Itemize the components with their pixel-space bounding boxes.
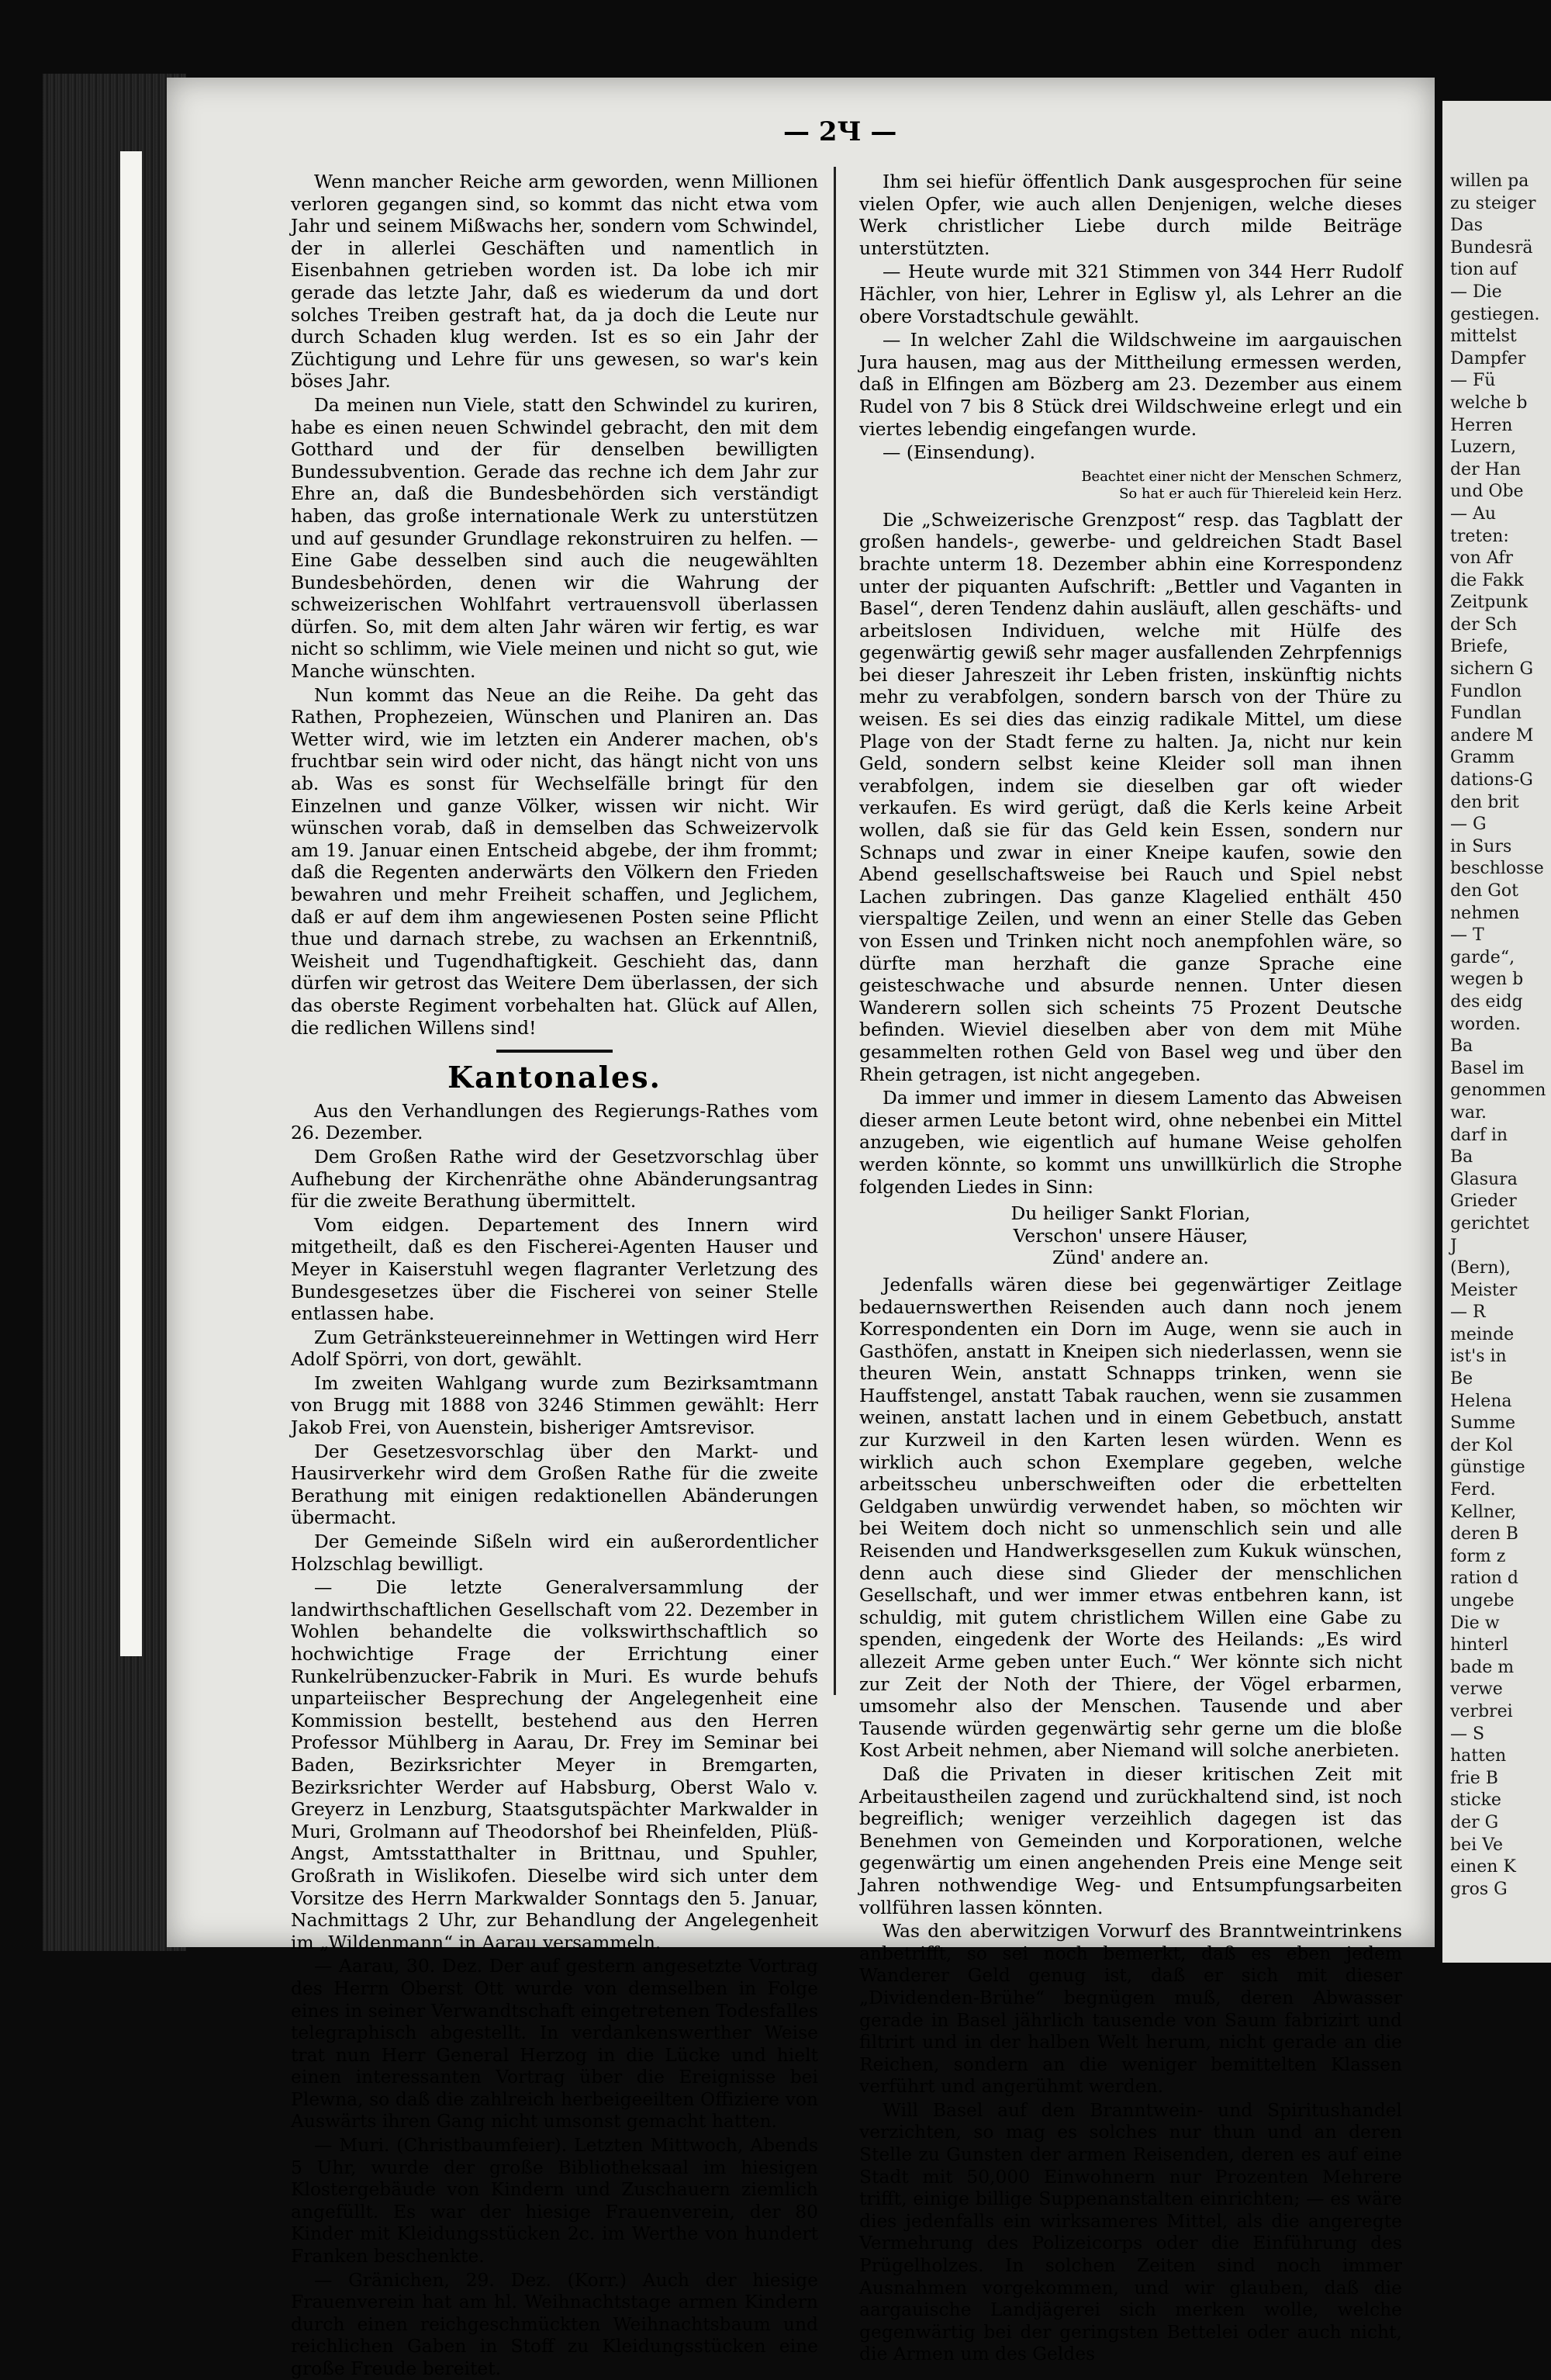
fragment-line: Kellner, <box>1450 1502 1517 1522</box>
fragment-line: gestiegen. <box>1450 304 1540 324</box>
paragraph: Da immer und immer in diesem Lamento das Abweisen dieser armen Leute betont wird, ohne nebenbei ein Mittel anzugeben, wie eigentlich auf humane Weise geholfen werden könnte, so kommt uns unwillkürlich die Strophe folgenden Liedes in Sinn: <box>859 1087 1402 1198</box>
fragment-line: Bundesrä <box>1450 237 1533 258</box>
verse-line: Zünd' andere an. <box>1052 1247 1209 1269</box>
fragment-line: Zeitpunk <box>1450 593 1528 613</box>
section-title: Kantonales. <box>447 1060 662 1095</box>
paragraph: Will Basel auf den Branntwein- und Spiritushandel verzichten, so mag es solches nur thun und an deren Stelle zu Gunsten der armen Reisenden, deren es auf eine Stadt mit 50,000 Einwohnern nur Prozenten Mehrere trifft, einige billige Suppenanstalten einrichten; — es wäre dies jedenfalls ein wirksameres Mittel, als die angeregte Vermehrung des Polizeicorps oder die Einführung des Prügelholzes. In solchen Zeiten sind noch immer Ausnahmen vorgekommen, und wir glauben, daß die aargauische Landjägerei sich merken wolle, welche gegenwärtig bei der geringsten Bettelei oder auch nicht, die Armen um des Geldes <box>859 2098 1402 2365</box>
paragraph: Was den aberwitzigen Vorwurf des Branntweintrinkens anbetrifft, so sei noch bemerkt, daß es eben jedem Wanderer Geld genug ist, daß er sich mit dieser „Dividenden-Brühe“ begnügen muß, deren Abwasser gerade in Basel jährlich tausende von Saum fabrizirt und filtrirt und in der halben Welt herum, nicht gerade an die Reichen, sondern an die weniger bemittelten Klassen verführt und angerühmt werden. <box>859 1920 1402 2098</box>
fragment-line: Helena <box>1450 1391 1512 1411</box>
fragment-line: — R <box>1450 1302 1486 1323</box>
paragraph: — In welcher Zahl die Wildschweine im aargauischen Jura hausen, mag aus der Mittheilung ermessen werden, daß in Elfingen am Bözberg am 23. Dezember aus einem Rudel von 7 bis 8 Stück drei Wildschweine erlegt und ein viertes lebendig eingefangen wurde. <box>859 329 1402 440</box>
fragment-line: war. <box>1450 1102 1487 1123</box>
fragment-line: den brit <box>1450 792 1519 812</box>
paragraph: — Die letzte Generalversammlung der landwirthschaftlichen Gesellschaft vom 22. Dezember in Wohlen behandelte die volkswirthschaftlich so hochwichtige Frage der Errichtung einer Runkelrübenzucker-Fabrik in Muri. Es wurde behufs unparteiischer Besprechung der Angelegenheit eine Kommission bestellt, bestehend aus den Herren Professor Mühlberg in Aarau, Dr. Frey im Seminar bei Baden, Bezirksrichter Meyer in Bremgarten, Bezirksrichter Werder auf Habsburg, Oberst Walo v. Greyerz in Lenzburg, Staatsgutspächter Markwalder in Muri, Grolmann auf Theodorshof bei Rheinfelden, Plüß-Angst, Amtsstatthalter in Brittnau, und Spuhler, Großrath in Wislikofen. Dieselbe wird sich unter dem Vorsitze des Herrn Markwalder Sonntags den 5. Januar, Nachmittags 2 Uhr, zur Behandlung der Angelegenheit im „Wildenmann“ in Aarau versammeln. <box>291 1576 818 1953</box>
fragment-line: genommen <box>1450 1081 1546 1101</box>
fragment-line: — T <box>1450 925 1484 946</box>
fragment-line: — Die <box>1450 282 1502 302</box>
fragment-line: form z <box>1450 1546 1506 1566</box>
fragment-line: garde“, <box>1450 947 1515 967</box>
fragment-line: ration d <box>1450 1569 1518 1589</box>
epigraph-line: So hat er auch für Thiereleid kein Herz. <box>1119 485 1402 502</box>
paragraph: — Heute wurde mit 321 Stimmen von 344 Herr Rudolf Hächler, von hier, Lehrer in Eglisw yl, als Lehrer an die obere Vorstadtschule gewählt. <box>859 261 1402 327</box>
fragment-line: willen pa <box>1450 171 1529 191</box>
paragraph: Da meinen nun Viele, statt den Schwindel zu kuriren, habe es einen neuen Schwindel gebracht, den mit dem Gotthard und der für denselben bewilligten Bundessubvention. Gerade das rechne ich dem Jahr zur Ehre an, daß die Bundesbehörden sich verständigt haben, das große internationale Werk zu unterstützen und auf gesunder Grundlage rekonstruiren zu helfen. — Eine Gabe desselben sind auch die neugewählten Bundesbehörden, denen wir die Wahrung der schweizerischen Wohlfahrt vertrauensvoll überlassen dürfen. So, mit dem alten Jahr wären wir fertig, es war nicht so schlimm, wie Viele meinen und nicht so gut, wie Manche wünschten. <box>291 393 818 683</box>
fragment-line: einen K <box>1450 1857 1516 1877</box>
fragment-line: dations-G <box>1450 770 1533 790</box>
fragment-line: tion auf <box>1450 260 1517 280</box>
paragraph: Dem Großen Rathe wird der Gesetzvorschlag über Aufhebung der Kirchenräthe ohne Abänderungsantrag für die zweite Berathung übermittelt. <box>291 1145 818 1212</box>
fragment-line: Gramm <box>1450 748 1515 768</box>
paragraph: Nun kommt das Neue an die Reihe. Da geht das Rathen, Prophezeien, Wünschen und Planiren an. Das Wetter wird, wie im letzten ein Anderer machen, ob's fruchtbar sein wird oder nicht, das hängt nicht von uns ab. Was es sonst für Wechselfälle bringt für den Einzelnen und ganze Völker, wissen wir nicht. Wir wünschen vorab, daß in demselben das Schweizervolk am 19. Januar einen Entscheid abgebe, der ihm frommt; daß die Regenten anderwärts den Völkern den Frieden bewahren und mehr Freiheit schaffen, und Jeglichem, daß er auf dem ihm angewiesenen Posten seine Pflicht thue und darnach strebe, zu wachsen an Erkenntniß, Weisheit und Tugendhaftigkeit. Geschieht das, dann dürfen wir getrost das Weitere Dem überlassen, der sich das oberste Regiment vorbehalten hat. Glück auf Allen, die redlichen Willens sind! <box>291 683 818 1039</box>
fragment-line: hatten <box>1450 1746 1507 1766</box>
fragment-line: — Fü <box>1450 371 1496 391</box>
paragraph: Der Gemeinde Sißeln wird ein außerordentlicher Holzschlag bewilligt. <box>291 1531 818 1575</box>
fragment-line: verbrei <box>1450 1701 1513 1721</box>
paragraph: — (Einsendung). <box>883 441 1036 464</box>
epigraph-line: Beachtet einer nicht der Menschen Schmerz, <box>1081 468 1402 485</box>
fragment-line: treten: <box>1450 526 1509 546</box>
fragment-line: welche b <box>1450 393 1528 413</box>
epigraph <box>859 469 1402 503</box>
fragment-line: der Sch <box>1450 614 1518 635</box>
fragment-line: Fundlan <box>1450 704 1522 724</box>
fragment-line: Das <box>1450 216 1484 236</box>
fragment-line: bade m <box>1450 1657 1515 1677</box>
paragraph: Wenn mancher Reiche arm geworden, wenn Millionen verloren gegangen sind, so kommt das nicht etwa vom Jahr und seinem Mißwachs her, sondern vom Schwindel, der in allerlei Geschäften und namentlich in Eisenbahnen getrieben worden ist. Da lobe ich mir gerade das letzte Jahr, daß es wiederum da und dort solches Treiben gestraft hat, da ja doch die Leute nur durch Schaden klug werden. Ist es so ein Jahr der Züchtigung und Lehre für uns gewesen, so war's kein böses Jahr. <box>291 171 818 393</box>
fragment-line: beschlosse <box>1450 859 1544 879</box>
column-left <box>291 171 818 2379</box>
paragraph: Jedenfalls wären diese bei gegenwärtiger Zeitlage bedauernswerthen Reisenden auch dann noch jenem Korrespondenten ein Dorn im Auge, wenn sie auch in Gasthöfen, anstatt in Kneipen sich niederlassen, wenn sie theuren Wein, anstatt Schnapps trinken, wenn sie Hauffstengel, anstatt Tabak rauchen, wenn sie zusammen weinen, anstatt lachen und in einem Gebetbuch, anstatt zur Kurzweil in den Karten lesen würden. Wenn es wirklich auch schon Exemplare gegeben, welche arbeitsscheu unberschweiften oder die erbettelten Geldgaben unwürdig verwendet haben, so möchten wir bei Weitem doch nicht so unmenschlich sein und alle Reisenden und Handwerksgesellen zum Kukuk wünschen, denn auch diese sind Glieder der menschlichen Gesellschaft, und wer immer etwas entbehren kann, ist schuldig, mit gutem christlichem Willen eine Gabe zu spenden, eingedenk der Worte des Heilands: „Es wird allezeit Arme geben unter Euch.“ Wer könnte sich nicht zur Zeit der Noth der Thiere, der Vögel erbarmen, umsomehr also der Menschen. Tausende und aber Tausende würden gegenwärtig sehr gerne um die bloße Kost Arbeit nehmen, aber Niemand will solche anerbieten. <box>859 1273 1402 1762</box>
book-spine <box>43 74 186 1951</box>
paragraph: Aus den Verhandlungen des Regierungs-Rathes vom 26. Dezember. <box>291 1099 818 1144</box>
paragraph: Die „Schweizerische Grenzpost“ resp. das Tagblatt der großen handels-, gewerbe- und geldreichen Stadt Basel brachte unterm 18. Dezember abhin eine Korrespondenz unter der piquanten Aufschrift: „Bettler und Vaganten in Basel“, deren Tendenz dahin ausläuft, allen geschäfts- und arbeitslosen Individuen, welche mit Hülfe des gegenwärtig gewiß sehr mager ausfallenden Zehrpfennigs bei dieser Jahreszeit ihr Leben fristen, inskünftig nichts mehr zu verabfolgen, sondern barsch von der Thüre zu weisen. Es sei dies das einzig radikale Mittel, um diese Plage von der Stadt ferne zu halten. Ja, nicht nur kein Geld, sondern selbst keine Kleider soll man ihnen verabfolgen, indem sie dieselben gar oft wieder verkaufen. Es wird gerügt, daß die Kerls keine Arbeit wollen, daß sie für das Geld kein Essen, sondern nur Schnaps und zwar in einer Kneipe kaufen, sowie den Abend gesellschaftsweise bei Rauch und Spiel nebst Lachen zubringen. Das ganze Klagelied enthält 450 vierspaltige Zeilen, und wenn an einer Stelle das Geben von Essen und Trinken nicht noch anempfohlen wäre, so dürfte man herzhaft die ganze Sprache eine geisteschwache und absurde nennen. Unter diesen Wanderern sollen sich scheints 75 Prozent Deutsche befinden. Wieviel dieselben aber von dem mit Mühe gesammelten rothen Geld von Basel weg und über den Rhein getragen, ist nicht angegeben. <box>859 508 1402 1085</box>
fragment-line: Basel im <box>1450 1058 1525 1078</box>
paragraph: Daß die Privaten in dieser kritischen Zeit mit Arbeitaustheilen zagend und zurückhaltend sind, ist noch begreiflich; weniger verzeihlich dagegen ist das Benehmen von Gemeinden und Korporationen, welche gegenwärtig um einen angehenden Preis eine Menge seit Jahren nothwendige Weg- und Entsumpfungsarbeiten vollführen lassen könnten. <box>859 1763 1402 1918</box>
column-rule <box>834 167 836 1695</box>
fragment-line: Ferd. <box>1450 1480 1496 1500</box>
paragraph: — Muri. (Christbaumfeier). Letzten Mittwoch, Abends 5 Uhr, wurde der große Bibliotheksaal im hiesigen Klostergebäude von Kindern und Zuschauern ziemlich angefüllt. Es war der hiesige Frauenverein, der 80 Kinder mit Kleidungsstücken 2c. im Werthe von hundert Franken beschenkte. <box>291 2134 818 2268</box>
fragment-line: zu steiger <box>1450 193 1536 213</box>
column-right-fragments <box>1450 171 1551 1901</box>
fragment-line: hinterl <box>1450 1635 1508 1655</box>
fragment-line: sichern G <box>1450 659 1534 680</box>
paragraph: — Aarau, 30. Dez. Der auf gestern angesetzte Vortrag des Herrn Oberst Ott wurde von demselben in Folge eines in seiner Verwandtschaft eingetretenen Todesfalles telegraphisch abgestellt. In verdankenswerther Weise trat nun Herr General Herzog in die Lücke und hielt einen interessanten Vortrag über die Ereignisse bei Plewna, so daß die zahlreich herbeigeeilten Offiziere von Auswärts ihren Gang nicht umsonst gemacht hatten. <box>291 1955 818 2133</box>
fragment-line: Briefe, <box>1450 637 1508 657</box>
fragment-line: der Kol <box>1450 1435 1513 1455</box>
fragment-line: verwe <box>1450 1679 1503 1700</box>
page-number: — 2Ч — <box>783 116 897 147</box>
paragraph: — Gränichen, 29. Dez. (Korr.) Auch der hiesige Frauenverein hat am hl. Weihnachtstage armen Kindern durch einen reichgeschmückten Weihnachtsbaum und reichlichen Gaben in Stoff zu Kleidungsstücken eine große Freude bereitet. <box>291 2268 818 2379</box>
fragment-line: darf in <box>1450 1125 1508 1145</box>
paragraph: Vom eidgen. Departement des Innern wird mitgetheilt, daß es den Fischerei-Agenten Hauser und Meyer in Kaiserstuhl wegen flagranter Verletzung des Bundesgesetzes über die Fischerei von seiner Stelle entlassen habe. <box>291 1213 818 1325</box>
section-divider <box>496 1050 613 1053</box>
fragment-line: des eidg <box>1450 991 1523 1012</box>
fragment-line: Die w <box>1450 1613 1500 1633</box>
fragment-line: der Han <box>1450 459 1522 479</box>
fragment-line: J <box>1450 1236 1457 1256</box>
fragment-line: Grieder <box>1450 1192 1517 1212</box>
fragment-line: bei Ve <box>1450 1835 1504 1855</box>
verse-line: Verschon' unsere Häuser, <box>1013 1224 1249 1247</box>
fragment-line: von Afr <box>1450 548 1513 569</box>
fragment-line: meinde <box>1450 1324 1515 1344</box>
fragment-line: wegen b <box>1450 970 1524 990</box>
fragment-line: ist's in <box>1450 1347 1507 1367</box>
paper-strip <box>120 151 142 1656</box>
fragment-line: der G <box>1450 1812 1499 1832</box>
paragraph: Im zweiten Wahlgang wurde zum Bezirksamtmann von Brugg mit 1888 von 3246 Stimmen gewählt: Herr Jakob Frei, von Auenstein, bisheriger Amtsrevisor. <box>291 1372 818 1439</box>
fragment-line: Herren <box>1450 415 1513 435</box>
fragment-line: frie B <box>1450 1768 1498 1788</box>
column-middle <box>859 171 1402 2365</box>
fragment-line: Ba <box>1450 1147 1473 1168</box>
paragraph: Zum Getränksteuereinnehmer in Wettingen wird Herr Adolf Spörri, von dort, gewählt. <box>291 1326 818 1371</box>
paragraph: Ihm sei hiefür öffentlich Dank ausgesprochen für seine vielen Opfer, wie auch allen Denjenigen, welche dieses Werk christlicher Liebe durch milde Beiträge unterstützten. <box>859 171 1402 259</box>
verse-line: Du heiliger Sankt Florian, <box>1010 1202 1251 1225</box>
fragment-line: günstige <box>1450 1458 1525 1478</box>
fragment-line: in Surs <box>1450 836 1512 856</box>
fragment-line: Dampfer <box>1450 348 1526 368</box>
fragment-line: (Bern), <box>1450 1258 1511 1278</box>
fragment-line: die Fakk <box>1450 570 1524 590</box>
fragment-line: mittelst <box>1450 327 1517 347</box>
fragment-line: den Got <box>1450 881 1518 901</box>
fragment-line: Glasura <box>1450 1169 1518 1189</box>
fragment-line: gros G <box>1450 1879 1508 1899</box>
fragment-line: und Obe <box>1450 482 1524 502</box>
paragraph: Der Gesetzesvorschlag über den Markt- und Hausirverkehr wird dem Großen Rathe für die zweite Berathung mit einigen redaktionellen Abänderungen übermacht. <box>291 1440 818 1529</box>
fragment-line: Fundlon <box>1450 681 1522 701</box>
facing-page <box>1442 101 1551 1963</box>
fragment-line: Ba <box>1450 1036 1473 1057</box>
fragment-line: — G <box>1450 815 1487 835</box>
verse <box>859 1202 1402 1269</box>
fragment-line: ungebe <box>1450 1591 1515 1610</box>
fragment-line: Be <box>1450 1369 1473 1389</box>
fragment-line: worden. <box>1450 1014 1521 1034</box>
fragment-line: nehmen <box>1450 903 1520 923</box>
fragment-line: Summe <box>1450 1413 1515 1434</box>
fragment-line: — S <box>1450 1724 1485 1744</box>
fragment-line: Luzern, <box>1450 438 1517 458</box>
fragment-line: Meister <box>1450 1280 1518 1300</box>
fragment-line: gerichtet <box>1450 1213 1529 1233</box>
fragment-line: sticke <box>1450 1790 1501 1811</box>
fragment-line: deren B <box>1450 1524 1518 1545</box>
fragment-line: — Au <box>1450 503 1497 524</box>
fragment-line: andere M <box>1450 725 1534 745</box>
